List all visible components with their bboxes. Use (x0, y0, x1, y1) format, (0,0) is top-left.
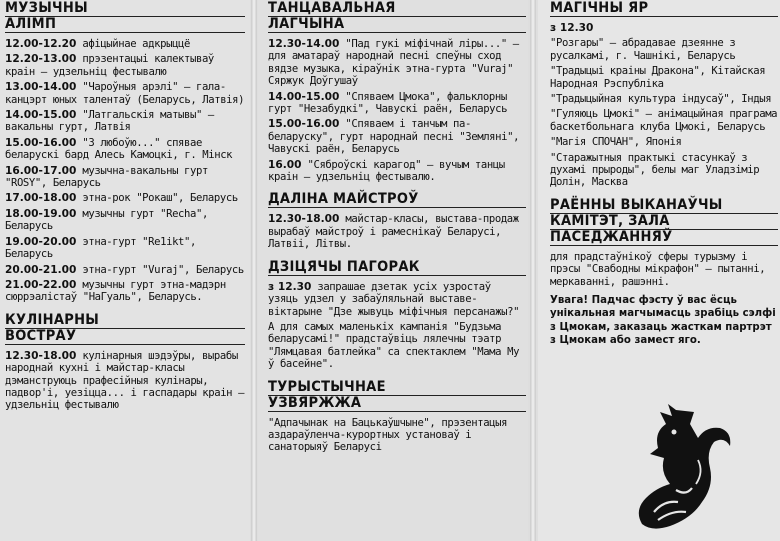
music-list (5, 38, 245, 304)
schedule-entry: "Традыцыі краіны Дракона", Кітайская Народная Рэспубліка (550, 65, 766, 90)
schedule-entry: "Старажытныя практыкі стасункаў з духамі прыроды", белы маг Уладзімір Долін, Масква (550, 151, 760, 189)
schedule-entry: А для самых маленькіх кампанія "Будзьма беларусамі!" прадстаўвіць лялечны тэатр "Лямцавая батлейка" са спектаклем "Мама Му ў басейне". (268, 320, 520, 371)
fold-line (530, 0, 536, 541)
schedule-entry: "Традыцыйная культура індусаў", Індыя (550, 93, 772, 106)
schedule-entry: 17.00-18.00 этна-рок "Рокаш", Беларусь (5, 192, 238, 205)
magic-time: з 12.30 (550, 22, 594, 34)
section-title-masters: ДАЛІНА МАЙСТРОЎ (268, 193, 526, 208)
magic-list (550, 37, 778, 188)
schedule-entry: 18.00-19.00 музычны гурт "Recha", Беларусь (5, 207, 208, 233)
schedule-entry: 16.00 "Сяброўскі карагод" – вучым танцы краін – удзельніц фестывалю. (268, 158, 505, 184)
masters-list (268, 213, 526, 250)
section-title-tourism: ТУРЫСТЫЧНАЕ УЗВЯРЖЖА (268, 381, 526, 412)
schedule-entry: 12.30-14.00 "Пад гукі мiфiчнай ліры..." – для аматараў народнай песні спеўны сход вядзе музыка, кіраўнік этна-гурта "Vuraj" Сяржук Доўгушаў (268, 38, 519, 88)
dragon-tsmok-icon (606, 402, 746, 534)
schedule-entry: 12.20-13.00 прэзентацыі калектываў краін – удзельніц фестывалю (5, 53, 214, 78)
schedule-entry: 12.00-12.20 афіцыйнае адкрыццё (5, 38, 191, 50)
section-title-magic: МАГІЧНЫ ЯР (550, 2, 778, 17)
section-title-dance: ТАНЦАВАЛЬНАЯ ЛАГЧЫНА (268, 2, 526, 33)
fold-line (251, 0, 257, 541)
schedule-entry: 12.30-18.00 кулінарныя шэдэўры, вырабы народнай кухні і майстар-класы дэманструюць прафесійныя кулінары, падвор'і, уезіцца... і гаспадары краін – удзельніц фестывалю (5, 349, 245, 412)
section-title-music: МУЗЫЧНЫ АЛІМП (5, 2, 245, 33)
schedule-entry: 21.00-22.00 музычны гурт этна-мадэрн сюррэалістаў "НаГуаль", Беларусь. (5, 278, 226, 304)
schedule-entry: "Магія СПОЧАН", Японія (550, 136, 682, 149)
schedule-entry: 15.00-16.00 "Спяваем і танчым па-беларуску", гурт народнай песні "Земляні", Чавускі раён, Беларусь (268, 118, 520, 156)
schedule-entry: "Адпачынак на Бацькаўшчыне", прэзентацыя аздараўленча-курортных установаў і санаторыяў Беларусі (268, 416, 508, 454)
schedule-entry: 12.30-18.00 майстар-класы, выстава-продаж вырабаў майстроў і рамеснікаў Беларусі, Латвіі, Літвы. (268, 213, 519, 251)
schedule-entry: 14.00-15.00 "Латгальскія матывы" – вакальны гурт, Латвія (5, 109, 214, 134)
schedule-entry: 20.00-21.00 этна-гурт "Vuraj", Беларусь (5, 263, 244, 276)
section-title-culinary: КУЛІНАРНЫ ВОСТРАУ (5, 314, 245, 345)
notice-text: Увага! Падчас фэсту ў вас ёсць унікальная магчымасць зрабіць сэлфі з Цмокам, заказаць жасткам партрэт з Цмокам або замест яго. (550, 295, 776, 346)
panel-middle (258, 0, 528, 541)
schedule-entry: 19.00-20.00 этна-гурт "Re1ikt", Беларусь (5, 235, 196, 261)
schedule-entry: "Гуляюць Цмокі" – анімацыйная праграма баскетбольнага клуба Цмокі, Беларусь (550, 108, 778, 133)
dance-list (268, 38, 526, 183)
schedule-entry: з 12.30 запрашае дзетак усіх узростаў узяць удзел у забаўляльнай выставе-віктарыне "Дзе жывуць міфічныя персанажы?" (268, 280, 520, 318)
schedule-entry: 15.00-16.00 "З любоўю..." спявае беларускі бард Алесь Камоцкі, г. Мінск (5, 136, 233, 162)
tourism-list (268, 417, 526, 454)
schedule-entry: 16.00-17.00 музычна-вакальны гурт "ROSY", Беларусь (5, 164, 208, 190)
section-title-kids: ДЗІЦЯЧЫ ПАГОРАК (268, 261, 526, 276)
schedule-entry: 13.00-14.00 "Чароўныя арэлі" – гала-канцэрт юных талентаў (Беларусь, Латвія) (5, 81, 245, 106)
schedule-entry: "Розгары" – абрадавае дзеянне з русалкамі, г. Чашнікі, Беларусь (550, 37, 736, 62)
schedule-entry: 14.00-15.00 "Спяваем Цмока", фальклорны гурт "Незабудкі", Чавускі раён, Беларусь (268, 90, 508, 116)
panel-left (0, 0, 250, 541)
section-title-committee: РАЁННЫ ВЫКАНАЎЧЫ КАМІТЭТ, ЗАЛА ПАСЕДЖАННЯЎ (550, 199, 778, 246)
kids-list (268, 281, 526, 371)
committee-text: для прадстаўнікоў сферы турызму і прэсы "Свабодны мікрафон" – пытанні, меркаванні, рашэнні. (550, 250, 766, 288)
culinary-list (5, 350, 245, 412)
